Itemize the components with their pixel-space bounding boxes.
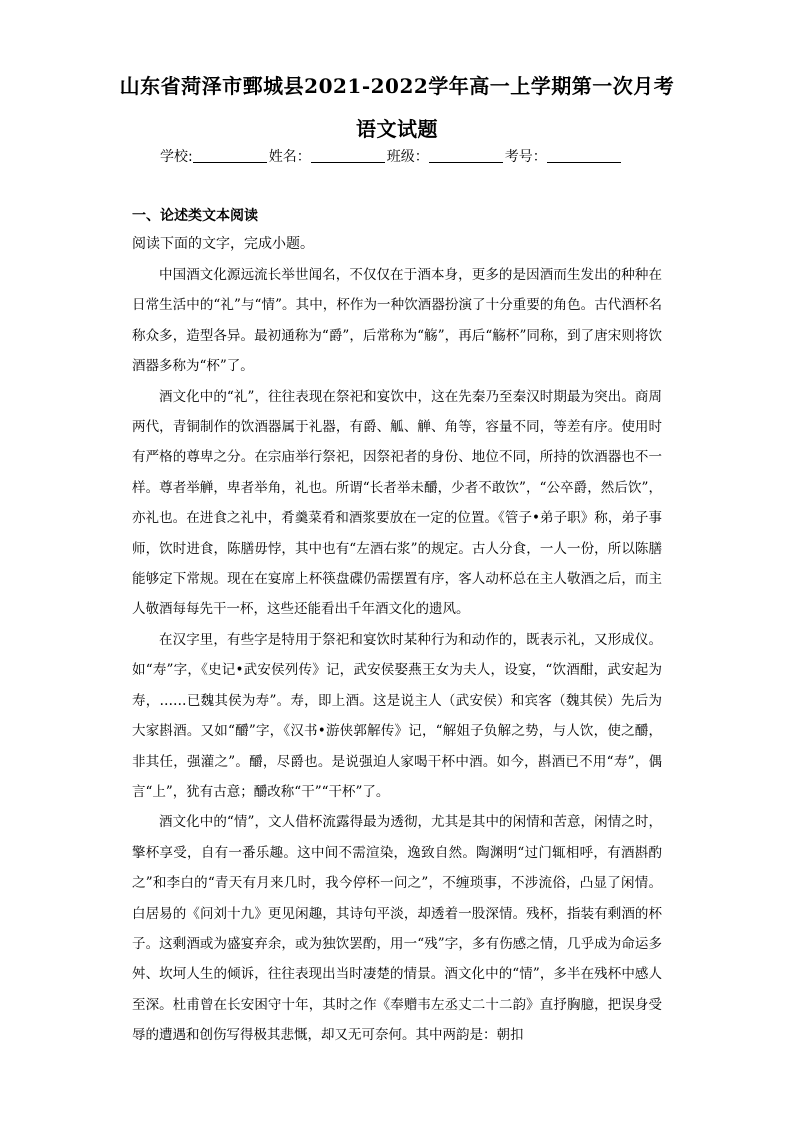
passage-paragraph: 在汉字里，有些字是特用于祭祀和宴饮时某种行为和动作的，既表示礼，又形成仪。如“寿”字，《史记•武安侯列传》记，武安侯娶燕王女为夫人，设宴，“饮酒酣，武安起为寿，……已魏其侯为寿”。寿，即上酒。这是说主人（武安侯）和宾客（魏其侯）先后为大家斟酒。又如“釂”字，《汉书•游侠郭解传》记，“解姐子负解之势，与人饮，使之釂，非其任，强灌之”。釂，尽爵也。是说强迫人家喝干杯中酒。如今，斟酒已不用“寿”，偶言“上”，犹有古意；釂改称“干”“干杯”了。 [132, 631, 662, 800]
passage-paragraph: 酒文化中的“礼”，往往表现在祭祀和宴饮中，这在先秦乃至秦汉时期最为突出。商周两代，青铜制作的饮酒器属于礼器，有爵、觚、觯、角等，容量不同，等差有序。使用时有严格的尊卑之分。在宗庙举行祭祀，因祭祀者的身份、地位不同，所持的饮酒器也不一样。尊者举觯，卑者举角，礼也。所谓“长者举未釂，少者不敢饮”，“公卒爵，然后饮”，亦礼也。在进食之礼中，肴羹菜肴和酒浆要放在一定的位置。《管子•弟子职》称，弟子事师，饮时进食，陈膳毋悖，其中也有“左酒右浆”的规定。古人分食，一人一份，所以陈膳能够定下常规。现在在宴席上杯筷盘碟仍需摆置有序，客人动杯总在主人敬酒之后，而主人敬酒每每先干一杯，这些还能看出千年酒文化的遗风。 [132, 388, 662, 618]
student-info-row [160, 146, 680, 166]
exam-title: 山东省菏泽市鄄城县2021-2022学年高一上学期第一次月考 [119, 74, 675, 98]
passage-paragraph: 酒文化中的“情”，文人借杯流露得最为透彻，尤其是其中的闲情和苦意，闲情之时，擎杯享受，自有一番乐趣。这中间不需渲染，逸致自然。陶渊明“过门辄相呼，有酒斟酌之”和李白的“青天有月来几时，我今停杯一问之”，不缠琐事，不涉流俗，凸显了闲情。白居易的《问刘十九》更见闲趣，其诗句平淡，却透着一股深情。残杯，指装有剩酒的杯子。这剩酒或为盛宴弃余，或为独饮罢酌，用一“残”字，多有伤感之情，几乎成为命运多舛、坎坷人生的倾诉，往往表现出当时凄楚的情景。酒文化中的“情”，多半在残杯中感人至深。杜甫曾在长安困守十年，其时之作《奉赠韦左丞丈二十二韵》直抒胸臆，把误身受辱的遭遇和创伤写得极其悲慨，却又无可奈何。其中两韵是：朝扣 [132, 814, 662, 1044]
school-label: 学校: [160, 149, 193, 165]
section-heading: 一、论述类文本阅读 [132, 208, 258, 224]
passage-paragraph: 中国酒文化源远流长举世闻名，不仅仅在于酒本身，更多的是因酒而生发出的种种在日常生活中的“礼”与“情”。其中，杯作为一种饮酒器扮演了十分重要的角色。古代酒杯名称众多，造型各异。最初通称为“爵”，后常称为“觞”，再后“觞杯”同称，到了唐宋则将饮酒器多称为“杯”了。 [132, 267, 662, 375]
section-instruction: 阅读下面的文字，完成小题。 [132, 236, 314, 252]
school-blank[interactable] [193, 148, 267, 163]
name-blank[interactable] [311, 148, 385, 163]
exam-subtitle: 语文试题 [356, 117, 438, 141]
name-label: 姓名： [268, 149, 311, 165]
reading-passage [132, 260, 662, 1051]
exam-number-blank[interactable] [547, 148, 621, 163]
class-blank[interactable] [429, 148, 503, 163]
class-label: 班级： [386, 149, 429, 165]
exam-number-label: 考号： [504, 149, 547, 165]
